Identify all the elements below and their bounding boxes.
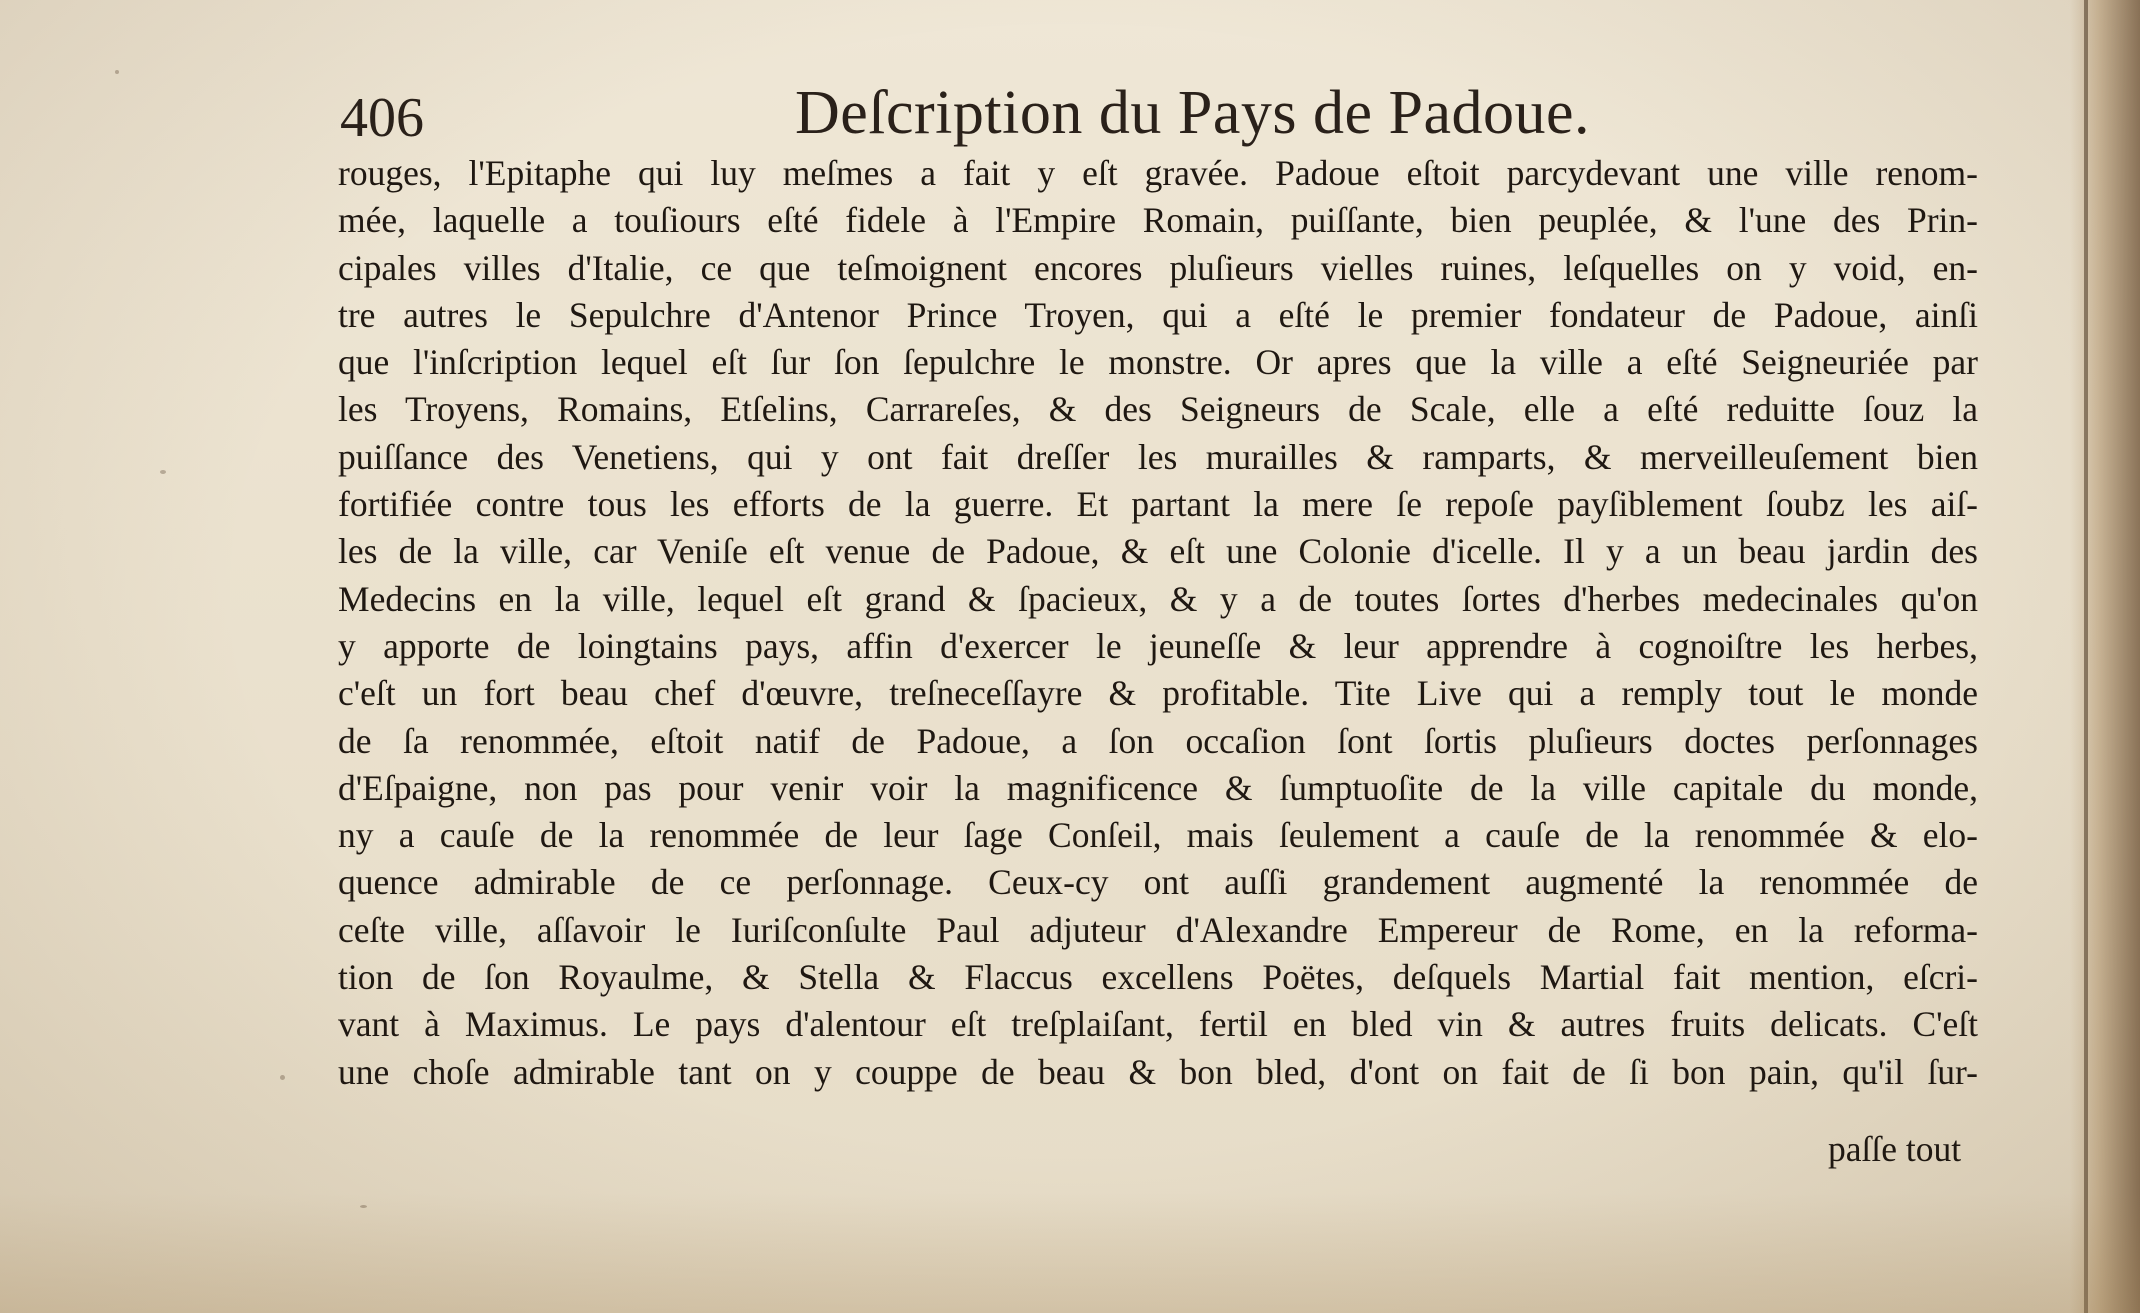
catchword: paſſe tout (1828, 1129, 1962, 1169)
text-line: d'Eſpaigne, non pas pour venir voir la magnificence & ſumptuoſite de la ville capitale du monde, (338, 767, 1978, 808)
paper-speck (280, 1075, 285, 1080)
text-line: que l'inſcription lequel eſt ſur ſon ſepulchre le monstre. Or apres que la ville a eſté Seigneuriée par (338, 342, 1978, 383)
page-edge-line (2084, 0, 2088, 1313)
text-line: les Troyens, Romains, Etſelins, Carrareſes, & des Seigneurs de Scale, elle a eſté reduitte ſouz la (338, 389, 1978, 430)
text-line: fortifiée contre tous les efforts de la guerre. Et partant la mere ſe repoſe payſiblement ſoubz les aiſ- (338, 484, 1978, 525)
running-title: Deſcription du Pays de Padoue. (795, 79, 1591, 147)
text-line: les de la ville, car Veniſe eſt venue de Padoue, & eſt une Colonie d'icelle. Il y a un beau jardin des (338, 531, 1978, 572)
text-line: vant à Maximus. Le pays d'alentour eſt treſplaiſant, fertil en bled vin & autres fruits delicats. C'eſt (338, 1004, 1978, 1045)
text-line: ceſte ville, aſſavoir le Iuriſconſulte Paul adjuteur d'Alexandre Empereur de Rome, en la reforma- (338, 909, 1978, 950)
text-line: de ſa renommée, eſtoit natif de Padoue, a ſon occaſion ſont ſortis pluſieurs doctes perſonnages (338, 720, 1978, 761)
paper-speck (115, 70, 119, 74)
text-line: une choſe admirable tant on y couppe de beau & bon bled, d'ont on fait de ſi bon pain, qu'il ſur- (338, 1051, 1978, 1092)
text-line: mée, laquelle a touſiours eſté fidele à l'Empire Romain, puiſſante, bien peuplée, & l'une des Prin- (338, 200, 1978, 241)
page-edge-shadow (2070, 0, 2140, 1313)
text-line: cipales villes d'Italie, ce que teſmoignent encores pluſieurs vielles ruines, leſquelles on y void, en- (338, 247, 1978, 288)
text-line: ny a cauſe de la renommée de leur ſage Conſeil, mais ſeulement a cauſe de la renommée & elo- (338, 815, 1978, 856)
paper-speck (160, 470, 166, 474)
page-header (340, 78, 2000, 158)
text-line: y apporte de loingtains pays, affin d'exercer le jeuneſſe & leur apprendre à cognoiſtre les herbes, (338, 625, 1978, 666)
text-line: tre autres le Sepulchre d'Antenor Prince Troyen, qui a eſté le premier fondateur de Padoue, ainſi (338, 294, 1978, 335)
body-text (338, 150, 1978, 1096)
paper-speck (360, 1205, 367, 1208)
text-line: rouges, l'Epitaphe qui luy meſmes a fait y eſt gravée. Padoue eſtoit parcydevant une ville renom- (338, 153, 1978, 193)
page-bottom-shade (0, 1193, 2140, 1313)
text-line: Medecins en la ville, lequel eſt grand & ſpacieux, & y a de toutes ſortes d'herbes medecinales qu'on (338, 578, 1978, 619)
page-number: 406 (340, 87, 424, 149)
text-line: tion de ſon Royaulme, & Stella & Flaccus excellens Poëtes, deſquels Martial fait mention, eſcri- (338, 957, 1978, 998)
text-line: c'eſt un fort beau chef d'œuvre, treſneceſſayre & profitable. Tite Live qui a remply tout le monde (338, 673, 1978, 714)
text-line: quence admirable de ce perſonnage. Ceux-cy ont auſſi grandement augmenté la renommée de (338, 862, 1978, 903)
text-line: puiſſance des Venetiens, qui y ont fait dreſſer les murailles & ramparts, & merveilleuſement bien (338, 436, 1978, 477)
